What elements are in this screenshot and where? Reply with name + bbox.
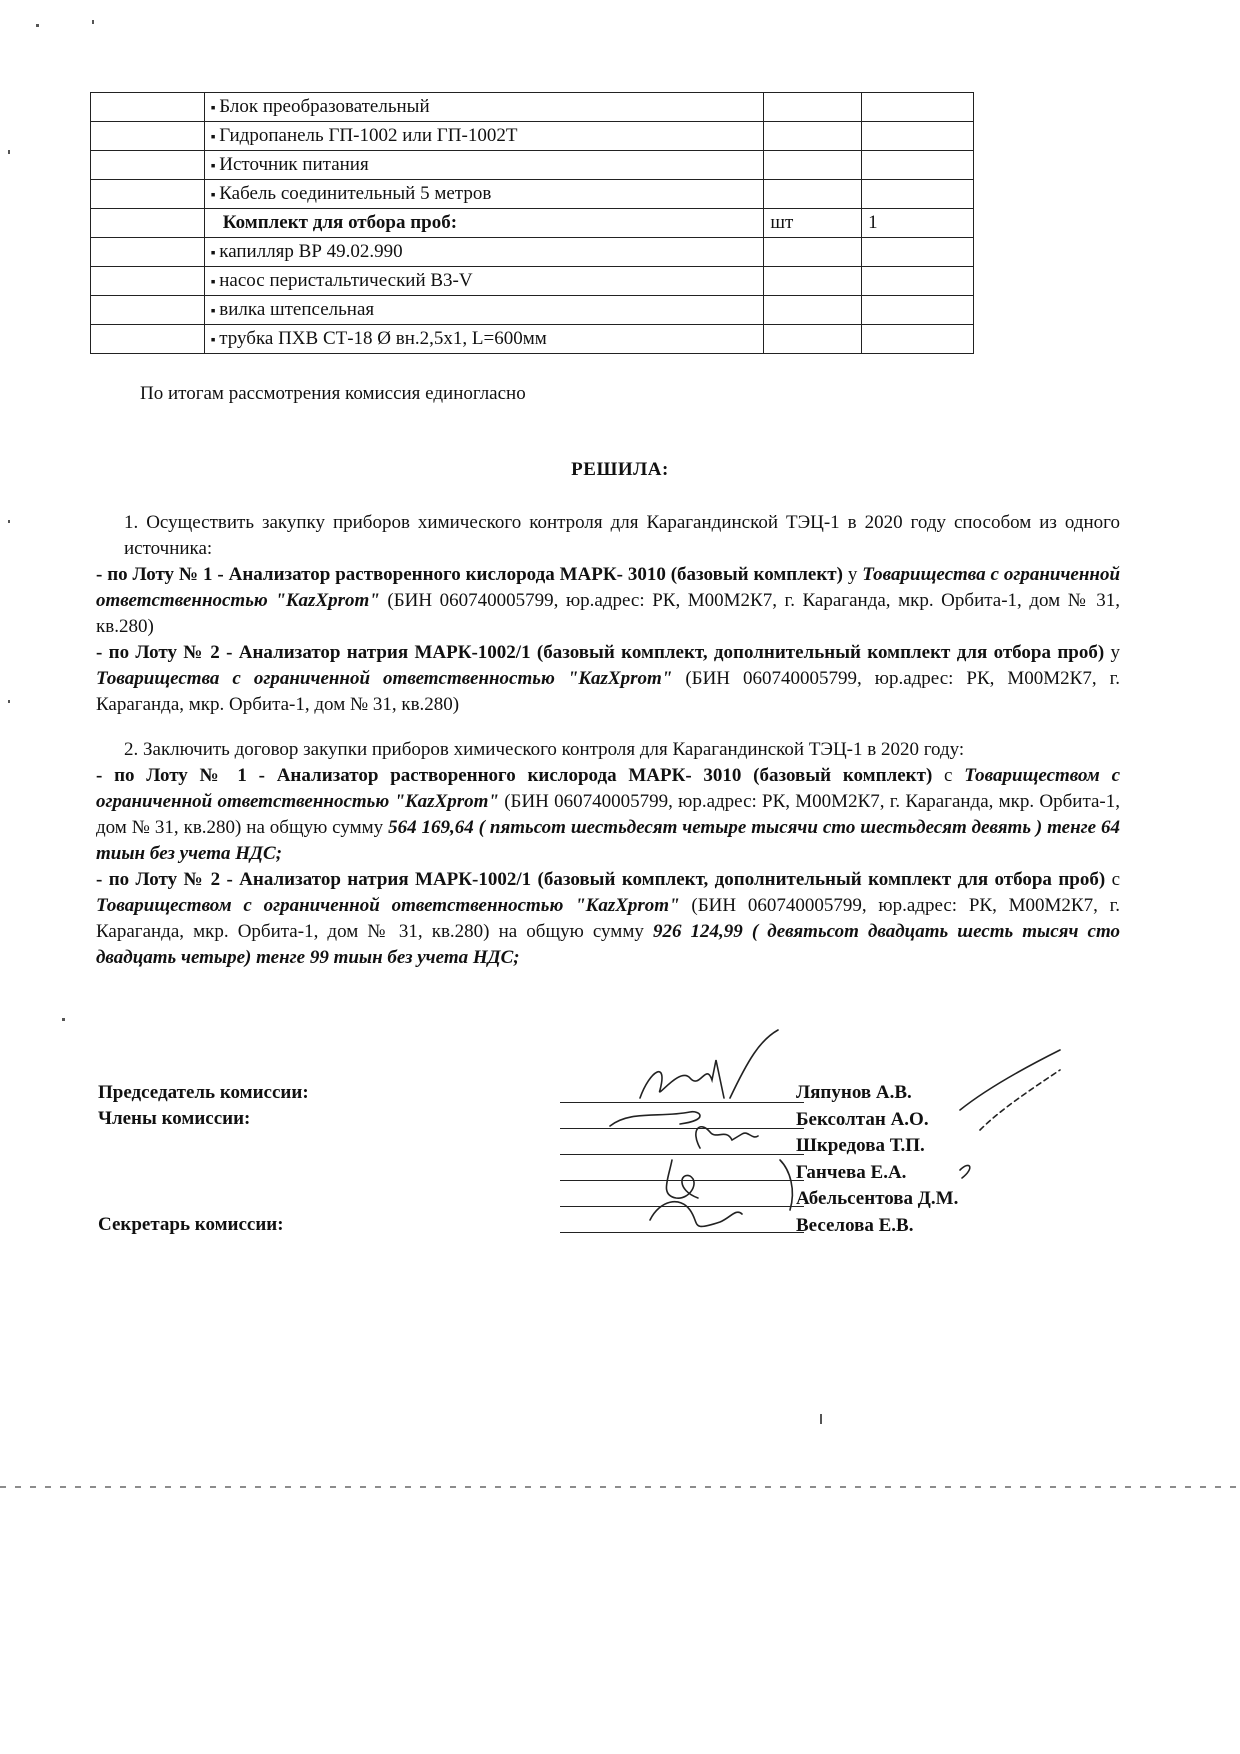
decision-heading: РЕШИЛА: bbox=[571, 459, 669, 480]
item2-lot1-head: - по Лоту № 1 - Анализатор растворенного кислорода МАРК- 3010 (базовый комплект) bbox=[96, 765, 933, 786]
item-name-text: ▪ трубка ПХВ СТ-18 Ø вн.2,5х1, L=600мм bbox=[211, 328, 547, 349]
lead-text: По итогам рассмотрения комиссия единогласно bbox=[140, 383, 526, 404]
item1-lot2-details: (БИН 060740005799, юр.адрес: РК, М00М2К7, г. Караганда, мкр. Орбита-1, дом № 31, кв.280) bbox=[96, 668, 1121, 715]
quantity-text: 1 bbox=[868, 212, 878, 233]
item-name-text: ▪ капилляр ВР 49.02.990 bbox=[211, 241, 403, 262]
secretary-label: Секретарь комиссии: bbox=[98, 1214, 284, 1235]
members-label: Члены комиссии: bbox=[98, 1108, 251, 1129]
item-name-text: ▪ Кабель соединительный 5 метров bbox=[211, 183, 492, 204]
member-name: Бексолтан А.О. bbox=[796, 1108, 929, 1130]
item-name-text: ▪ насос перистальтический В3-V bbox=[211, 270, 473, 291]
item-name-text: ▪ Источник питания bbox=[211, 154, 369, 175]
item1-lot1-org: Товарищества с ограниченной ответственностью "KazXprom" bbox=[96, 564, 1121, 611]
item2-intro: 2. Заключить договор закупки приборов химического контроля для Карагандинской ТЭЦ-1 в 2020 году: bbox=[124, 739, 965, 760]
member-name: Ганчева Е.А. bbox=[796, 1161, 907, 1183]
member-name: Абельсентова Д.М. bbox=[796, 1188, 959, 1209]
item1-lot2-prep: у bbox=[1110, 642, 1120, 663]
item2-lot2-prep: с bbox=[1111, 869, 1120, 890]
item1-lot1-prep: у bbox=[847, 564, 858, 585]
chair-label: Председатель комиссии: bbox=[98, 1082, 309, 1103]
item-name-text: ▪ Блок преобразовательный bbox=[211, 96, 430, 117]
member-name: Веселова Е.В. bbox=[796, 1214, 914, 1236]
item1-lot2-org: Товарищества с ограниченной ответственностью "KazXprom" bbox=[96, 668, 673, 689]
item2-lot2-org: Товариществом с ограниченной ответственностью "KazXprom" bbox=[96, 895, 680, 916]
member-name: Шкредова Т.П. bbox=[796, 1135, 925, 1156]
item-name-text: Комплект для отбора проб: bbox=[222, 212, 458, 233]
item-name-text: ▪ Гидропанель ГП-1002 или ГП-1002Т bbox=[211, 125, 518, 146]
item2-lot2-sum: 926 124,99 ( девятьсот двадцать шесть тысяч сто двадцать четыре) тенге 99 тиын без учета НДС; bbox=[96, 921, 1120, 968]
item1-lot2-head: - по Лоту № 2 - Анализатор натрия МАРК-1002/1 (базовый комплект, дополнительный комплект для отбора проб) bbox=[96, 642, 1105, 663]
item2-lot2-head: - по Лоту № 2 - Анализатор натрия МАРК-1002/1 (базовый комплект, дополнительный комплект для отбора проб) bbox=[96, 869, 1106, 890]
item2-lot1-sum: 564 169,64 ( пятьсот шестьдесят четыре тысячи сто шестьдесят девять ) тенге 64 тиын без учета НДС; bbox=[96, 817, 1121, 864]
item-name-text: ▪ вилка штепсельная bbox=[211, 299, 374, 320]
item2-lot1-details: (БИН 060740005799, юр.адрес: РК, М00М2К7, г. Караганда, мкр. Орбита-1, дом № 31, кв.280) на общую сумму bbox=[96, 791, 1121, 838]
item1-intro: 1. Осуществить закупку приборов химического контроля для Карагандинской ТЭЦ-1 в 2020 году способом из одного источника: bbox=[124, 512, 1120, 559]
unit-text: шт bbox=[770, 212, 794, 233]
item2-lot2-details: (БИН 060740005799, юр.адрес: РК, М00М2К7, г. Караганда, мкр. Орбита-1, дом № 31, кв.280) на общую сумму bbox=[96, 895, 1120, 942]
item1-lot1-details: (БИН 060740005799, юр.адрес: РК, М00М2К7, г. Караганда, мкр. Орбита-1, дом № 31, кв.280) bbox=[96, 590, 1121, 637]
member-name: Ляпунов А.В. bbox=[796, 1082, 912, 1103]
item2-lot1-org: Товариществом с ограниченной ответственностью "KazXprom" bbox=[96, 765, 1120, 812]
item1-lot1-head: - по Лоту № 1 - Анализатор растворенного кислорода МАРК- 3010 (базовый комплект) bbox=[96, 564, 843, 585]
item2-lot1-prep: с bbox=[944, 765, 953, 786]
